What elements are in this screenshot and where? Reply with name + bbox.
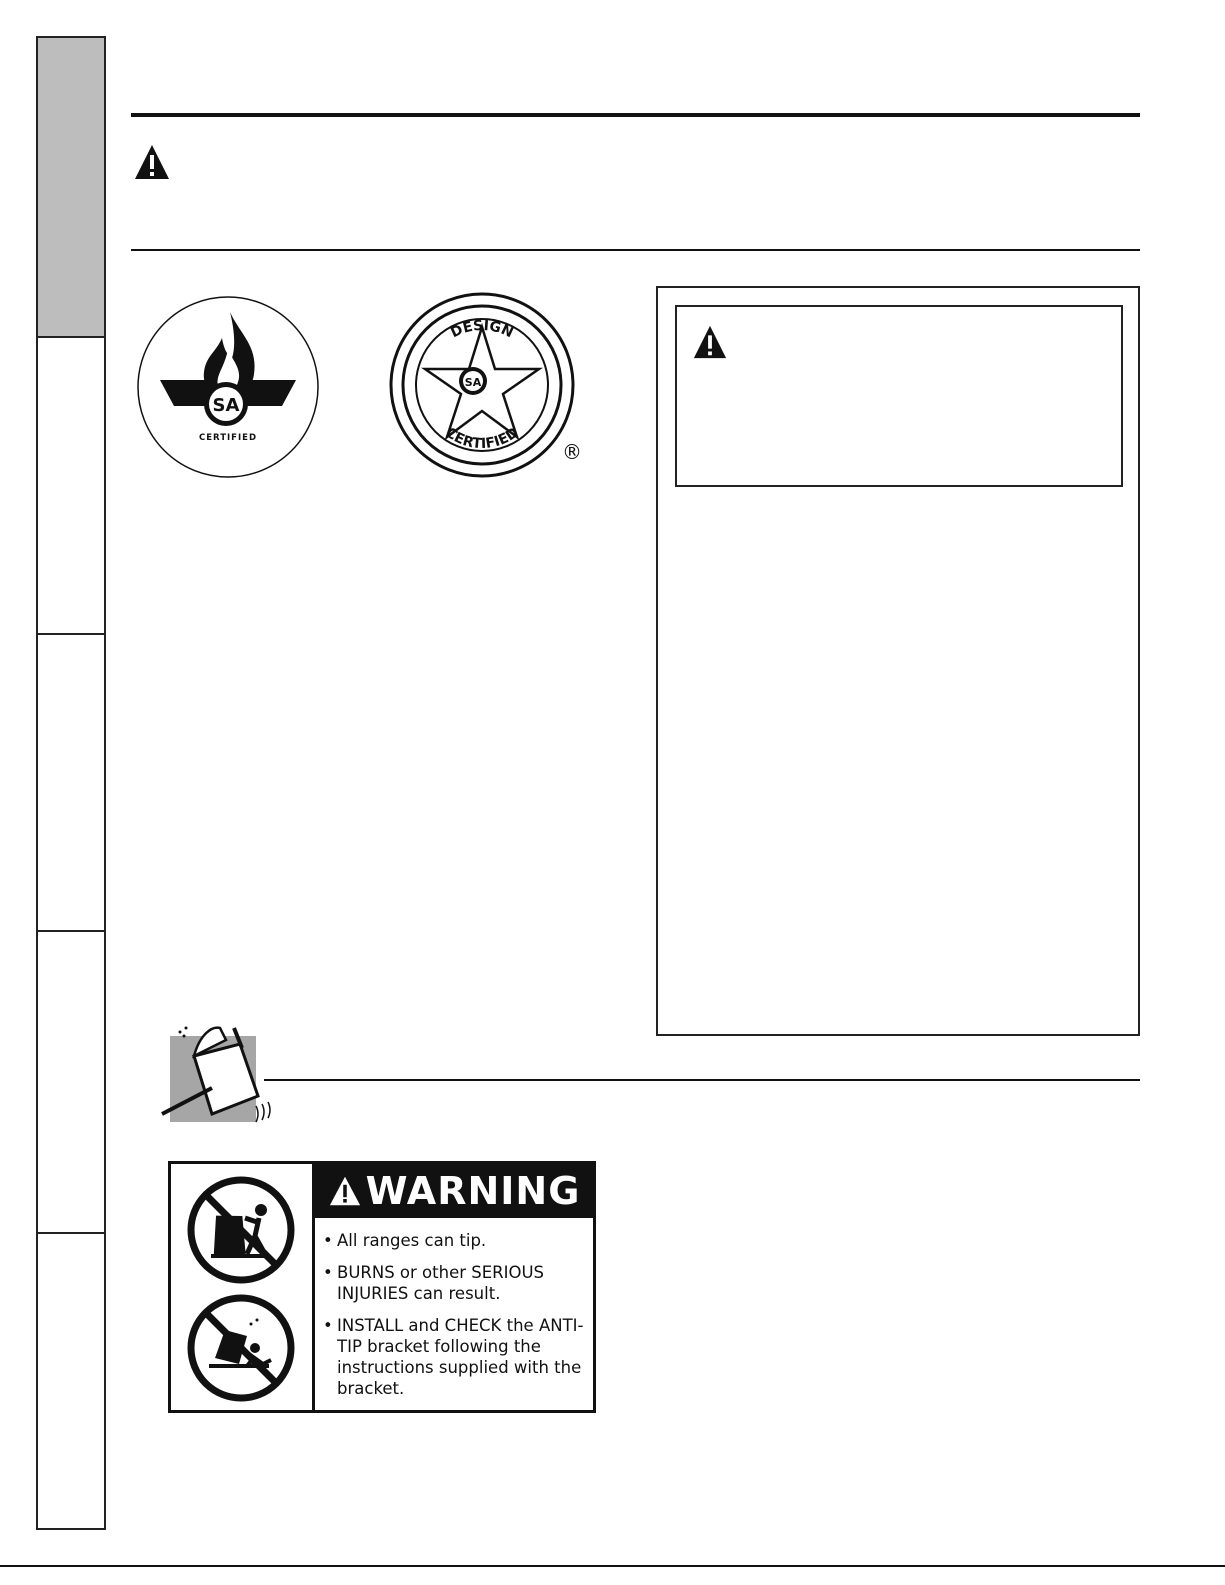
footer-rule — [0, 1565, 1225, 1567]
warning-item: • All ranges can tip. — [323, 1230, 593, 1251]
warning-item: • INSTALL and CHECK the ANTI-TIP bracket following the instructions supplied with the bracket. — [323, 1315, 593, 1399]
side-tab-safety[interactable] — [38, 38, 104, 338]
warning-triangle-icon — [133, 143, 171, 181]
csa-mark-flame: SA — [212, 395, 240, 416]
no-standing-on-door-icon — [185, 1292, 297, 1404]
section-rule — [131, 249, 1140, 251]
side-tab-4[interactable] — [38, 932, 104, 1234]
note-rule — [264, 1079, 1140, 1081]
csa-certified-flame-logo — [136, 294, 320, 480]
side-nav-tabs — [36, 36, 106, 1530]
warning-heading-text: WARNING — [365, 1169, 581, 1213]
csa-flame-caption: CERTIFIED — [199, 433, 257, 443]
side-tab-3[interactable] — [38, 635, 104, 932]
csa-mark-star: SA — [464, 376, 482, 389]
header-rule — [131, 113, 1140, 117]
csa-design-top-text: DESIGN — [448, 317, 516, 342]
registered-mark: ® — [562, 440, 582, 464]
no-tipping-icon — [185, 1174, 297, 1286]
anti-tip-warning-label — [168, 1161, 596, 1413]
warning-panel — [656, 286, 1140, 1036]
side-tab-5[interactable] — [38, 1234, 104, 1528]
note-hand-icon — [160, 1022, 272, 1124]
warning-triangle-icon — [692, 324, 728, 360]
warning-triangle-icon — [328, 1175, 362, 1207]
csa-design-bottom-text: CERTIFIED — [442, 424, 522, 453]
csa-design-certified-logo — [389, 291, 575, 479]
warning-item: • BURNS or other SERIOUS INJURIES can result. — [323, 1262, 593, 1304]
warning-list — [323, 1230, 593, 1410]
warning-heading — [315, 1164, 593, 1218]
warning-panel-header-box — [675, 305, 1123, 487]
side-tab-2[interactable] — [38, 338, 104, 635]
